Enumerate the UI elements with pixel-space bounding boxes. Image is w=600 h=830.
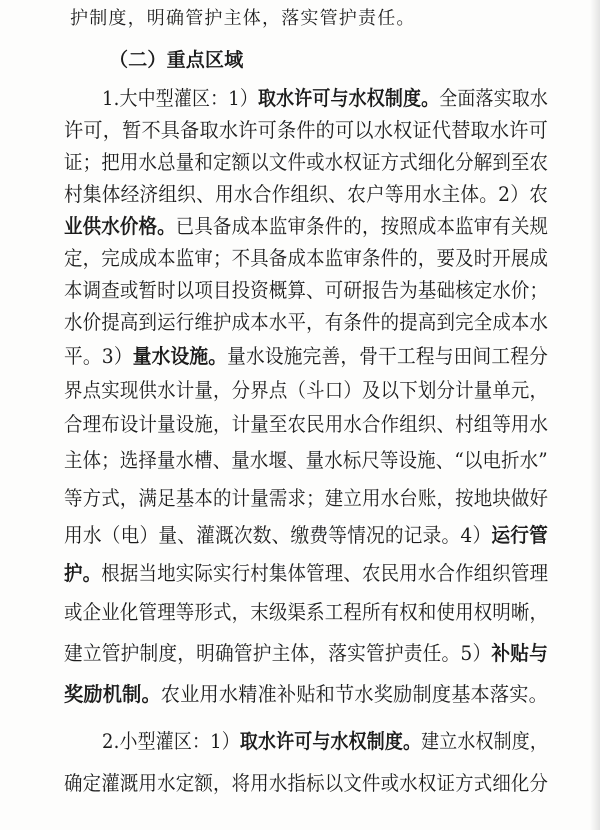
text-line-22 xyxy=(64,770,548,796)
page-edge-shadow xyxy=(590,0,600,830)
text-line-9 xyxy=(64,277,548,303)
bold-term: 取水许可与水权制度。 xyxy=(257,86,440,110)
text-run: 合理布设计量设施，计量至农民用水合作组织、村组等用水 xyxy=(64,412,549,436)
text-run: 全面落实取水 xyxy=(439,86,549,110)
text-run: 根据当地实际实行村集体管理、农民用水合作组织管理 xyxy=(101,561,549,585)
text-line-5 xyxy=(64,149,548,175)
text-run: 许可，暂不具备取水许可条件的可以水权证代替取水许可 xyxy=(64,118,548,142)
text-line-10 xyxy=(64,309,548,335)
text-run: 水价提高到运行维护成本水平，有条件的提高到完全成本水 xyxy=(64,310,549,334)
bold-term: 补贴与 xyxy=(491,641,548,665)
text-run: 定，完成成本监审；不具备成本监审条件的，要及时开展成 xyxy=(64,246,549,270)
text-run: 2.小型灌区：1） xyxy=(102,729,240,753)
section-heading xyxy=(109,47,243,73)
text-run: 农业用水精准补贴和节水奖励制度基本落实。 xyxy=(160,682,548,706)
text-line-21 xyxy=(102,728,548,754)
text-run: 主体；选择量水槽、量水堰、量水标尺等设施、“以电折水” xyxy=(64,448,548,472)
bold-term: 护。 xyxy=(64,561,102,585)
bold-term: 奖励机制。 xyxy=(64,682,161,706)
bold-term: 量水设施。 xyxy=(132,344,228,368)
text-run: 用水（电）量、灌溉次数、缴费等情况的记录。4） xyxy=(64,523,492,547)
text-line-17 xyxy=(64,560,548,586)
text-run: 1.大中型灌区：1） xyxy=(102,86,258,110)
text-line-1 xyxy=(70,6,416,32)
text-run: （二）重点区域 xyxy=(109,49,244,71)
text-line-3 xyxy=(102,85,548,111)
text-run: 等方式，满足基本的计量需求；建立用水台账，按地块做好 xyxy=(64,486,549,510)
text-run: 界点实现供水计量，分界点（斗口）及以下划分计量单元， xyxy=(64,378,549,402)
text-run: 护制度，明确管护主体，落实管护责任。 xyxy=(70,8,416,29)
text-line-8 xyxy=(64,245,548,271)
text-run: 已具备成本监审条件的，按照成本监审有关规 xyxy=(175,214,549,238)
text-line-11 xyxy=(64,343,548,369)
text-line-18 xyxy=(64,599,548,625)
bold-term: 运行管 xyxy=(491,523,548,547)
text-run: 本调查或暂时以项目投资概算、可研报告为基础核定水价； xyxy=(64,278,549,302)
text-line-20 xyxy=(64,681,548,707)
text-line-16 xyxy=(64,522,548,548)
text-run: 村集体经济组织、用水合作组织、农户等用水主体。2）农 xyxy=(64,182,548,206)
text-line-4 xyxy=(64,117,548,143)
text-run: 建立水权制度， xyxy=(421,729,549,753)
text-line-14 xyxy=(64,447,548,473)
text-run: 平。3） xyxy=(64,344,133,368)
text-line-19 xyxy=(64,640,548,666)
text-line-13 xyxy=(64,411,548,437)
text-run: 或企业化管理等形式，末级渠系工程所有权和使用权明晰， xyxy=(64,600,549,624)
text-run: 证；把用水总量和定额以文件或水权证方式细化分解到至农 xyxy=(64,150,549,174)
text-run: 建立管护制度，明确管护主体，落实管护责任。5） xyxy=(64,641,492,665)
text-line-15 xyxy=(64,485,548,511)
text-line-7 xyxy=(64,213,548,239)
text-run: 确定灌溉用水定额，将用水指标以文件或水权证方式细化分 xyxy=(64,771,549,795)
text-line-6 xyxy=(64,181,548,207)
text-run: 量水设施完善，骨干工程与田间工程分 xyxy=(227,344,548,368)
bold-term: 业供水价格。 xyxy=(64,214,176,238)
bold-term: 取水许可与水权制度。 xyxy=(239,729,422,753)
text-line-12 xyxy=(64,377,548,403)
